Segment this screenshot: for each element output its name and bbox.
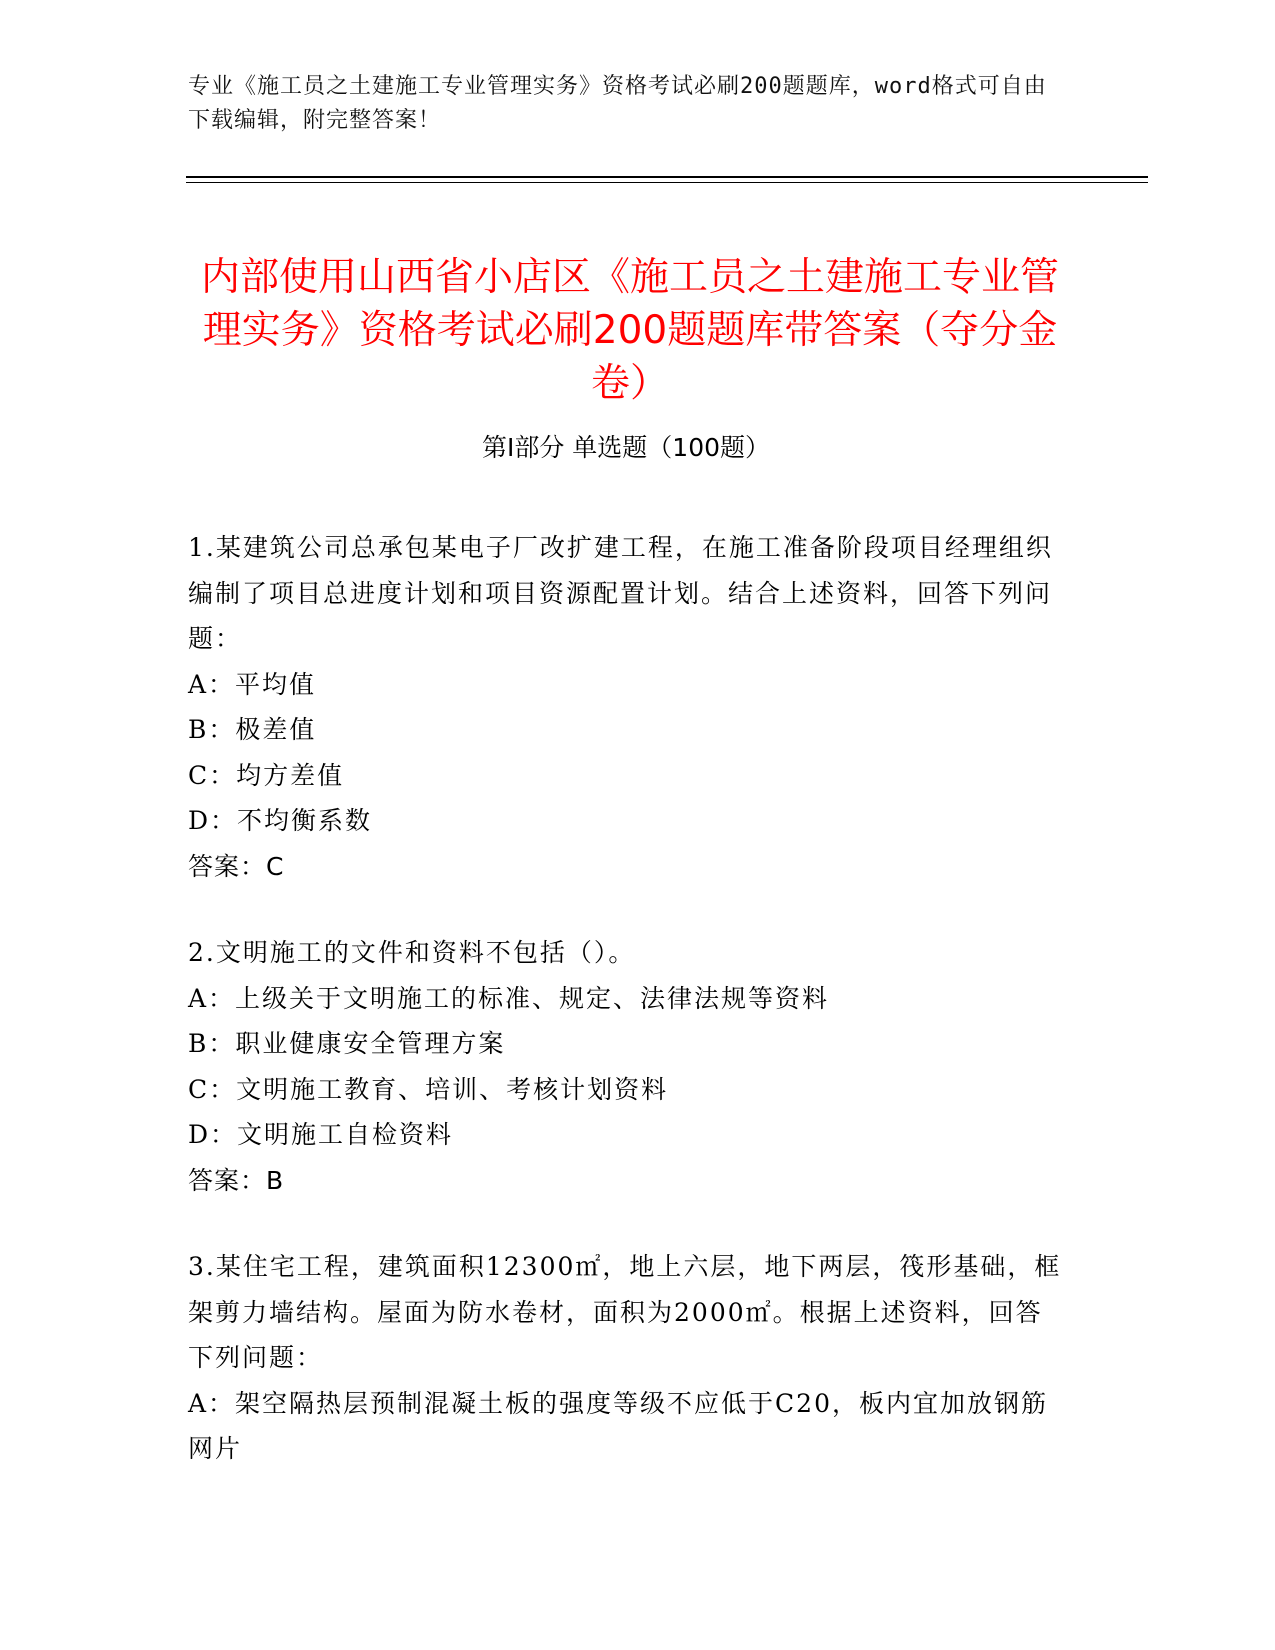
option-a: A：上级关于文明施工的标准、规定、法律法规等资料: [188, 983, 830, 1013]
question-1: [188, 525, 1068, 889]
question-3: [188, 1244, 1068, 1472]
section-heading: 第Ⅰ部分 单选题（100题）: [481, 433, 771, 462]
option-c: C：均方差值: [188, 760, 345, 790]
option-a: A：平均值: [188, 669, 317, 699]
option-d: D：不均衡系数: [188, 806, 373, 835]
header-note: 专业《施工员之土建施工专业管理实务》资格考试必刷200题题库，word格式可自由下载编辑，附完整答案！: [188, 74, 1047, 133]
question-stem: 2.文明施工的文件和资料不包括（）。: [188, 938, 636, 967]
option-d: D：文明施工自检资料: [188, 1120, 454, 1149]
question-stem: 3.某住宅工程，建筑面积12300㎡，地上六层，地下两层，筏形基础，框架剪力墙结构。屋面为防水卷材，面积为2000㎡。根据上述资料，回答下列问题：: [188, 1252, 1062, 1372]
option-b: B：极差值: [188, 715, 317, 744]
option-c: C：文明施工教育、培训、考核计划资料: [188, 1074, 669, 1104]
header-rule-thin: [186, 182, 1148, 183]
question-list: [188, 525, 1068, 1513]
answer: 答案：C: [188, 851, 285, 881]
header-rule-thick: [186, 176, 1148, 178]
document-title: 内部使用山西省小店区《施工员之土建施工专业管理实务》资格考试必刷200题题库带答案（夺分金卷）: [200, 255, 1059, 407]
option-a: A：架空隔热层预制混凝土板的强度等级不应低于C20，板内宜加放钢筋网片: [188, 1388, 1048, 1463]
answer: 答案：B: [188, 1165, 285, 1195]
option-b: B：职业健康安全管理方案: [188, 1029, 506, 1058]
question-2: [188, 930, 1068, 1203]
question-stem: 1.某建筑公司总承包某电子厂改扩建工程，在施工准备阶段项目经理组织编制了项目总进度计划和项目资源配置计划。结合上述资料，回答下列问题：: [188, 533, 1053, 653]
